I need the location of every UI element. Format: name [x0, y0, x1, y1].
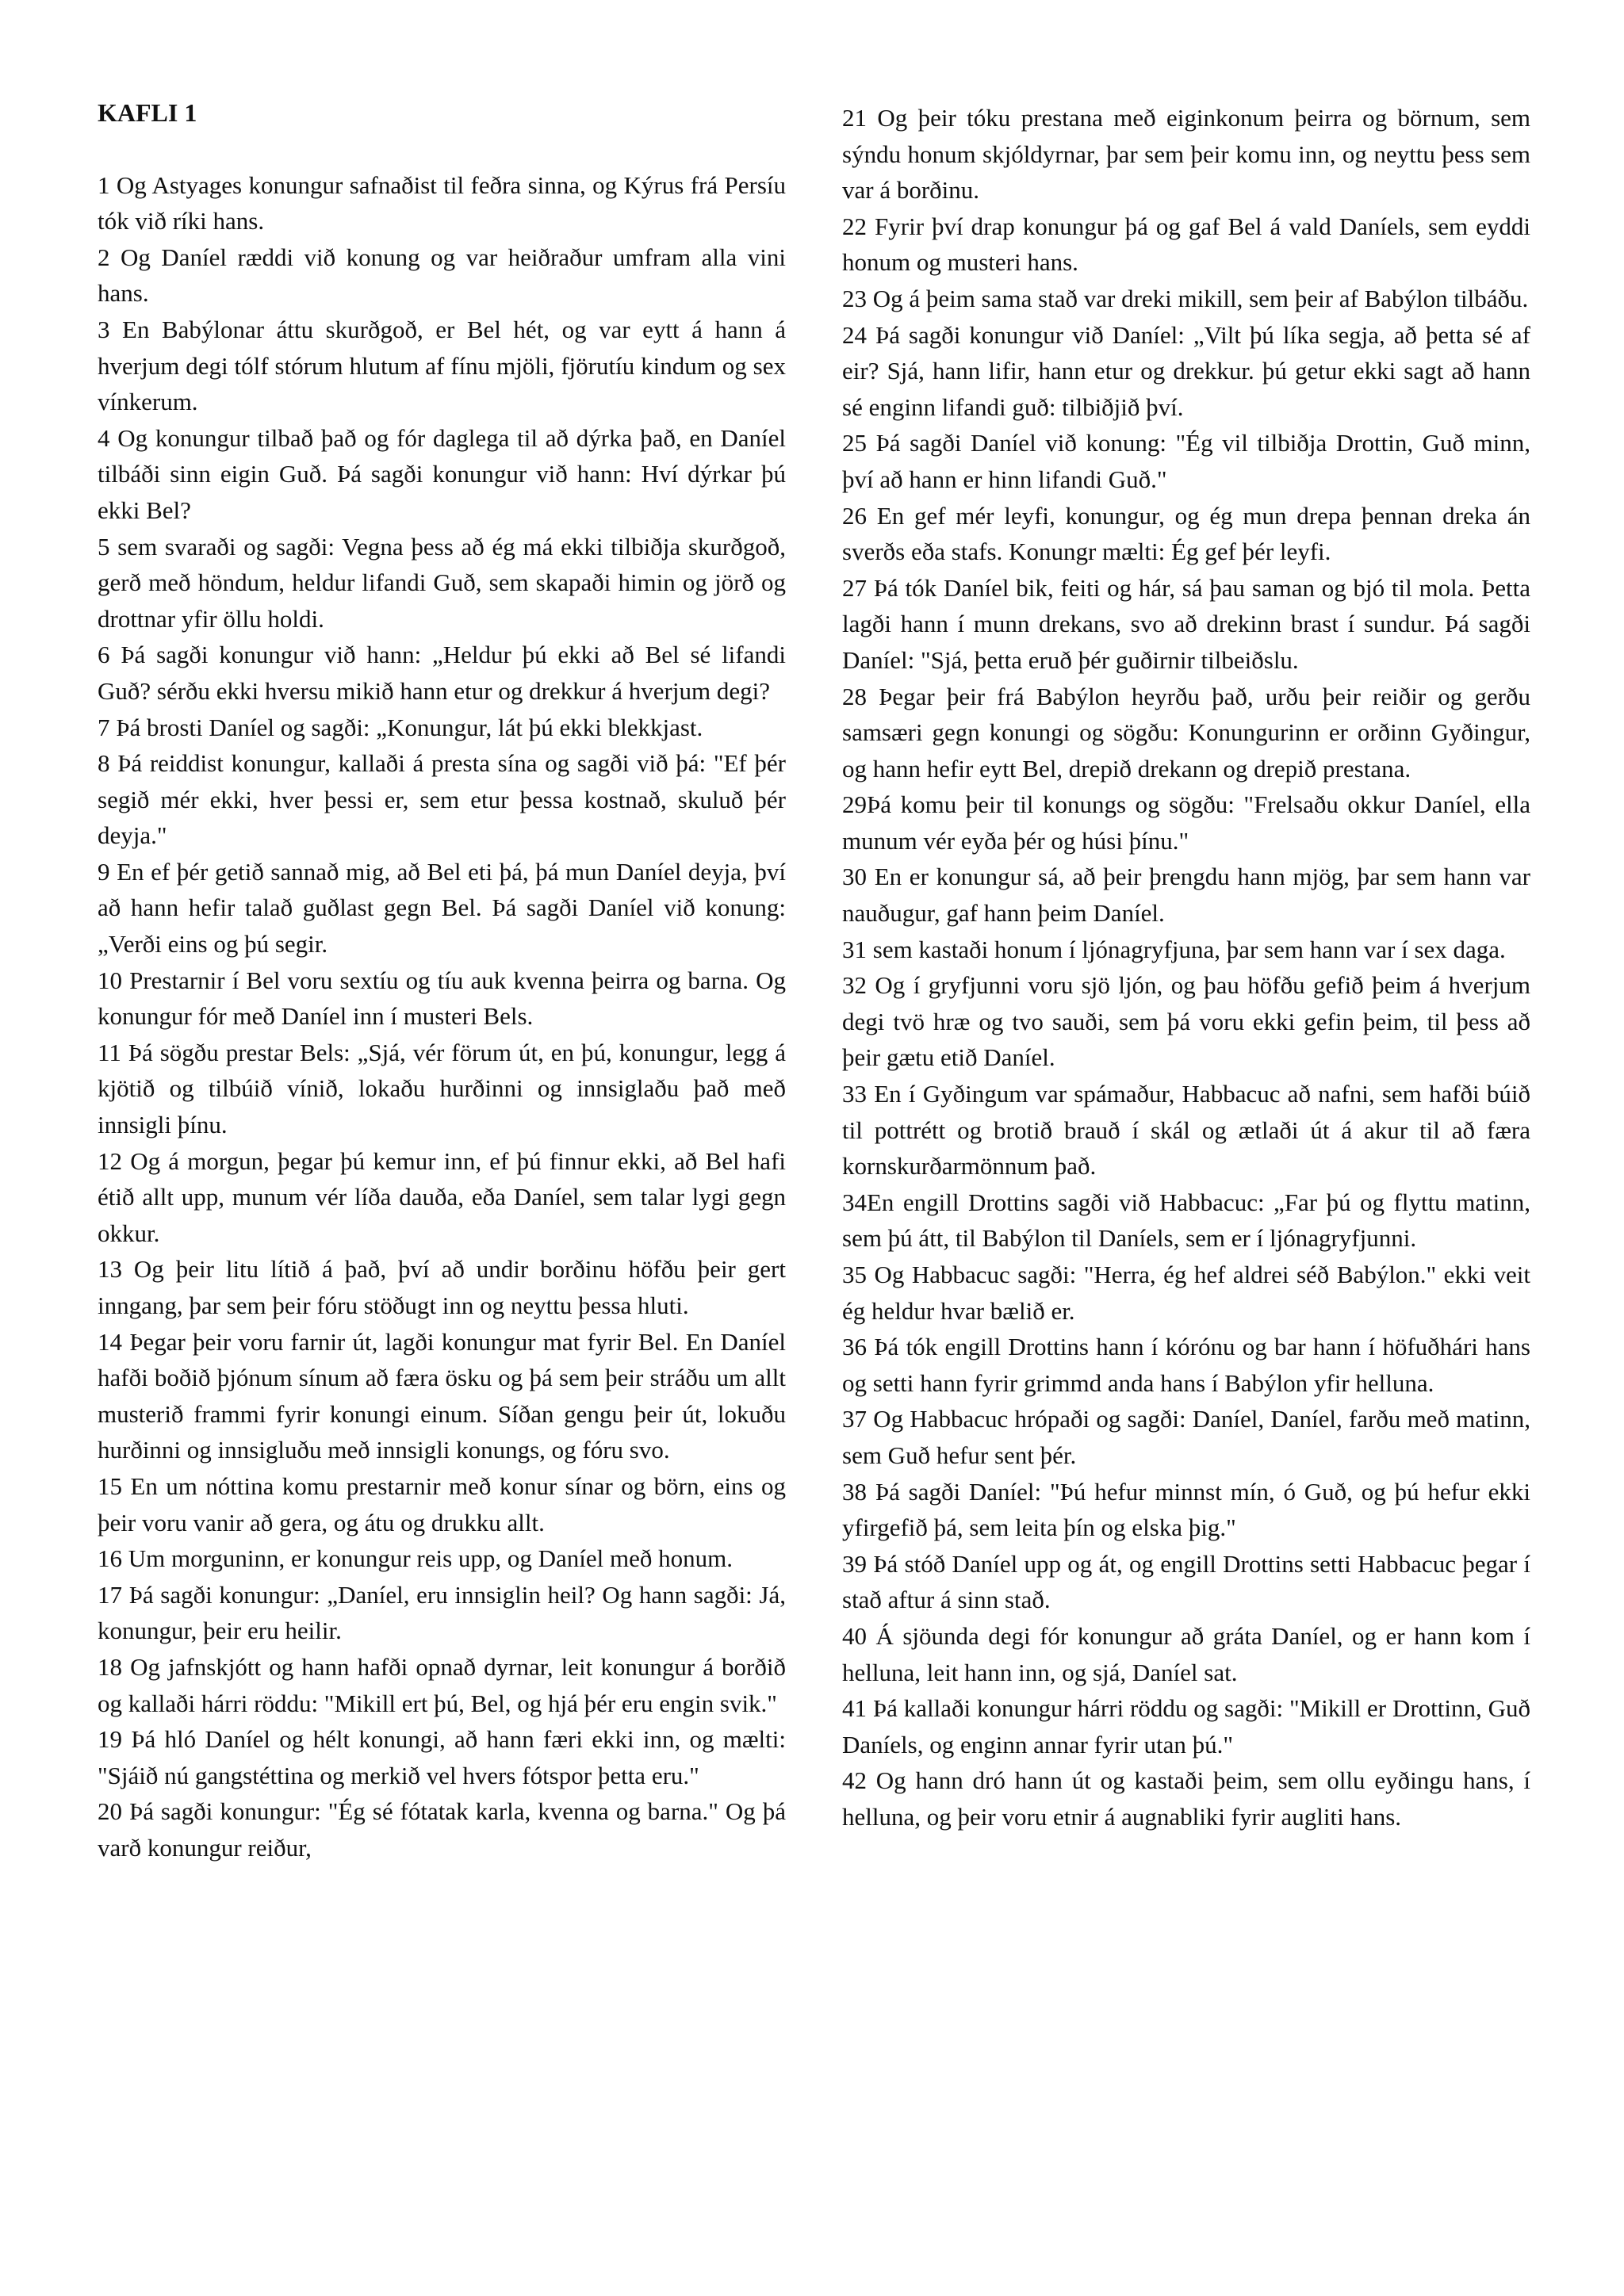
verse: 9 En ef þér getið sannað mig, að Bel eti þá, þá mun Daníel deyja, því að hann hefir talað guðlast gegn Bel. Þá sagði Daníel við konung: „Verði eins og þú segir.: [98, 857, 786, 959]
verse: 15 En um nóttina komu prestarnir með konur sínar og börn, eins og þeir voru vanir að gera, og átu og drukku allt.: [98, 1471, 786, 1536]
verse: 35 Og Habbacuc sagði: "Herra, ég hef aldrei séð Babýlon." ekki veit ég heldur hvar bælið er.: [842, 1261, 1530, 1325]
verse: 22 Fyrir því drap konungur þá og gaf Bel á vald Daníels, sem eyddi honum og musteri hans.: [842, 212, 1530, 277]
chapter-heading: KAFLI 1: [98, 98, 197, 127]
verse: 30 En er konungur sá, að þeir þrengdu hann mjög, þar sem hann var nauðugur, gaf hann þeim Daníel.: [842, 863, 1530, 928]
verse: 6 Þá sagði konungur við hann: „Heldur þú ekki að Bel sé lifandi Guð? sérðu ekki hversu mikið hann etur og drekkur á hverjum degi?: [98, 641, 786, 705]
verse: 16 Um morguninn, er konungur reis upp, og Daníel með honum.: [98, 1544, 733, 1573]
verse: 7 Þá brosti Daníel og sagði: „Konungur, lát þú ekki blekkjast.: [98, 713, 703, 741]
verse: 26 En gef mér leyfi, konungur, og ég mun drepa þennan dreka án sverðs eða stafs. Konungr mælti: Ég gef þér leyfi.: [842, 501, 1530, 566]
verse: 4 Og konungur tilbað það og fór daglega til að dýrka það, en Daníel tilbáði sinn eigin Guð. Þá sagði konungur við hann: Hví dýrkar þú ekki Bel?: [98, 423, 786, 524]
verse: 2 Og Daníel ræddi við konung og var heiðraður umfram alla vini hans.: [98, 243, 786, 308]
verse: 29Þá komu þeir til konungs og sögðu: "Frelsaðu okkur Daníel, ella munum vér eyða þér og húsi þínu.": [842, 790, 1530, 855]
verse: 20 Þá sagði konungur: "Ég sé fótatak karla, kvenna og barna." Og þá varð konungur reiður,: [98, 1797, 786, 1862]
verse: 3 En Babýlonar áttu skurðgoð, er Bel hét, og var eytt á hann á hverjum degi tólf stórum hlutum af fínu mjöli, fjörutíu kindum og sex vínkerum.: [98, 315, 786, 416]
verse: 34En engill Drottins sagði við Habbacuc: „Far þú og flyttu matinn, sem þú átt, til Babýlon til Daníels, sem er í ljónagryfjunni.: [842, 1188, 1530, 1253]
verse: 36 Þá tók engill Drottins hann í kórónu og bar hann í höfuðhári hans og setti hann fyrir grimmd anda hans í Babýlon yfir helluna.: [842, 1333, 1530, 1397]
verse: 27 Þá tók Daníel bik, feiti og hár, sá þau saman og bjó til mola. Þetta lagði hann í munn drekans, svo að drekinn brast í sundur. Þá sagði Daníel: "Sjá, þetta eruð þér guðirnir tilbeiðslu.: [842, 573, 1530, 674]
verse: 28 Þegar þeir frá Babýlon heyrðu það, urðu þeir reiðir og gerðu samsæri gegn konungi og sögðu: Konungurinn er orðinn Gyðingur, og hann hefir eytt Bel, drepið drekann og drepið prestana.: [842, 682, 1530, 783]
verse: 19 Þá hló Daníel og hélt konungi, að hann færi ekki inn, og mælti: "Sjáið nú gangstéttina og merkið vel hvers fótspor þetta eru.": [98, 1725, 786, 1789]
left-column: [98, 95, 786, 1866]
verse: 37 Og Habbacuc hrópaði og sagði: Daníel, Daníel, farðu með matinn, sem Guð hefur sent þér.: [842, 1405, 1530, 1469]
verse: 21 Og þeir tóku prestana með eiginkonum þeirra og börnum, sem sýndu honum skjóldyrnar, þar sem þeir komu inn, og neyttu þess sem var á borðinu.: [842, 104, 1530, 205]
verse: 41 Þá kallaði konungur hárri röddu og sagði: "Mikill er Drottinn, Guð Daníels, og enginn annar fyrir utan þú.": [842, 1694, 1530, 1758]
verse: 5 sem svaraði og sagði: Vegna þess að ég má ekki tilbiðja skurðgoð, gerð með höndum, heldur lifandi Guð, sem skapaði himin og jörð og drottnar yfir öllu holdi.: [98, 532, 786, 633]
verse: 8 Þá reiddist konungur, kallaði á presta sína og sagði við þá: "Ef þér segið mér ekki, hver þessi er, sem etur þessa kostnað, skuluð þér deyja.": [98, 749, 786, 850]
verse: 38 Þá sagði Daníel: "Þú hefur minnst mín, ó Guð, og þú hefur ekki yfirgefið þá, sem leita þín og elska þig.": [842, 1477, 1530, 1542]
verse: 1 Og Astyages konungur safnaðist til feðra sinna, og Kýrus frá Persíu tók við ríki hans.: [98, 170, 786, 235]
verse: 14 Þegar þeir voru farnir út, lagði konungur mat fyrir Bel. En Daníel hafði boðið þjónum sínum að færa ösku og þá sem þeir stráðu um allt musterið frammi fyrir konungi einum. Síðan gengu þeir út, lokuðu hurðinni og innsigluðu með innsigli konungs, og fóru svo.: [98, 1327, 786, 1464]
verse: 33 En í Gyðingum var spámaður, Habbacuc að nafni, sem hafði búið til pottrétt og brotið brauð í skál og ætlaði út á akur til að færa kornskurðarmönnum það.: [842, 1080, 1530, 1181]
right-column: [842, 100, 1530, 1835]
verse: 39 Þá stóð Daníel upp og át, og engill Drottins setti Habbacuc þegar í stað aftur á sinn stað.: [842, 1549, 1530, 1614]
verse: 13 Og þeir litu lítið á það, því að undir borðinu höfðu þeir gert inngang, þar sem þeir fóru stöðugt inn og neyttu þessa hluti.: [98, 1255, 786, 1319]
verse: 10 Prestarnir í Bel voru sextíu og tíu auk kvenna þeirra og barna. Og konungur fór með Daníel inn í musteri Bels.: [98, 966, 786, 1031]
verse: 11 Þá sögðu prestar Bels: „Sjá, vér förum út, en þú, konungur, legg á kjötið og tilbúið vínið, lokaðu hurðinni og innsiglaðu það með innsigli þínu.: [98, 1038, 786, 1139]
verse: 23 Og á þeim sama stað var dreki mikill, sem þeir af Babýlon tilbáðu.: [842, 284, 1529, 312]
verse: 40 Á sjöunda degi fór konungur að gráta Daníel, og er hann kom í helluna, leit hann inn, og sjá, Daníel sat.: [842, 1621, 1530, 1686]
verse: 12 Og á morgun, þegar þú kemur inn, ef þú finnur ekki, að Bel hafi étið allt upp, munum vér líða dauða, eða Daníel, sem talar lygi gegn okkur.: [98, 1146, 786, 1247]
verse: 25 Þá sagði Daníel við konung: "Ég vil tilbiðja Drottin, Guð minn, því að hann er hinn lifandi Guð.": [842, 429, 1530, 493]
verse: 32 Og í gryfjunni voru sjö ljón, og þau höfðu gefið þeim á hverjum degi tvö hræ og tvo sauði, sem þá voru ekki gefin þeim, til þess að þeir gætu etið Daníel.: [842, 971, 1530, 1072]
verse: 31 sem kastaði honum í ljónagryfjuna, þar sem hann var í sex daga.: [842, 935, 1506, 963]
verse: 42 Og hann dró hann út og kastaði þeim, sem ollu eyðingu hans, í helluna, og þeir voru etnir á augnabliki fyrir augliti hans.: [842, 1766, 1530, 1831]
verse: 17 Þá sagði konungur: „Daníel, eru innsiglin heil? Og hann sagði: Já, konungur, þeir eru heilir.: [98, 1580, 786, 1645]
verse: 24 Þá sagði konungur við Daníel: „Vilt þú líka segja, að þetta sé af eir? Sjá, hann lifir, hann etur og drekkur. þú getur ekki sagt að hann sé enginn lifandi guð: tilbiðjið því.: [842, 320, 1530, 421]
verse: 18 Og jafnskjótt og hann hafði opnað dyrnar, leit konungur á borðið og kallaði hárri röddu: "Mikill ert þú, Bel, og hjá þér eru engin svik.": [98, 1652, 786, 1717]
